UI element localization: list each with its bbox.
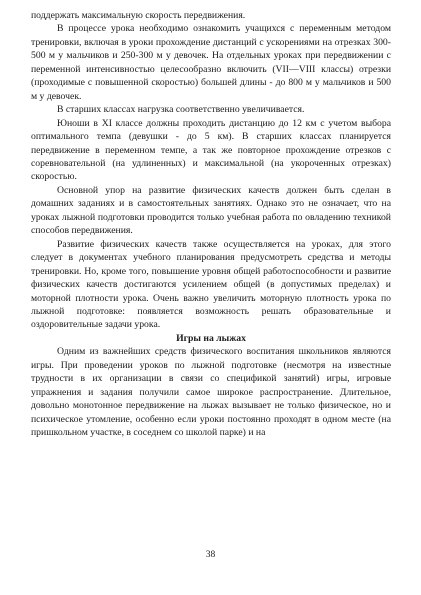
section-heading: Игры на лыжах [176, 332, 246, 344]
paragraph-7: Одним из важнейших средств физического воспитания школьников являются игры. При проведении уроков по лыжной подготовке (несмотря на известные трудности в их организации в связи со спецификой занятий) игры, игровые упражнения и задания получили самое широкое распространение. Длительное, довольно монотонное передвижение на лыжах вызывает не только физическое, но и психическое утомление, особенно если уроки постоянно проходят в одном месте (на пришкольном участке, в соседнем со школой парке) и на [31, 346, 391, 439]
page-number: 38 [205, 550, 216, 560]
document-page [31, 9, 391, 440]
paragraph-2: В процессе урока необходимо ознакомить учащихся с переменным методом тренировки, включая в уроки прохождение дистанций с ускорениями на отрезках 300-500 м у мальчиков и 250-300 м у девочек. На отдельных уроках при передвижении с переменной интенсивностью целесообразно включить (VII—VIII классы) отрезки (проходимые с повышенной скоростью) большей длины - до 800 м у мальчиков и 500 м у девочек. [31, 23, 391, 102]
paragraph-4: Юноши в XI классе должны проходить дистанцию до 12 км с учетом выбора оптимального темпа (девушки - до 5 км). В старших классах планируется передвижение в переменном темпе, а так же повторное прохождение отрезков с соревновательной (на удлиненных) и максимальной (на укороченных отрезках) скоростью. [31, 117, 391, 183]
paragraph-1: поддержать максимальную скорость передвижения. [31, 10, 246, 21]
paragraph-6: Развитие физических качеств также осуществляется на уроках, для этого следует в документах учебного планирования предусмотреть средства и методы тренировки. Но, кроме того, повышение уровня общей работоспособности и развитие физических качеств достигаются усилением общей (в допустимых пределах) и моторной плотности урока. Очень важно увеличить моторную плотность урока по лыжной подготовке: появляется возможность решать образовательные и оздоровительные задачи урока. [31, 238, 391, 331]
paragraph-5: Основной упор на развитие физических качеств должен быть сделан в домашних заданиях и в самостоятельных занятиях. Однако это не означает, что на уроках лыжной подготовки проводится только учебная работа по овладению техникой способов передвижения. [31, 184, 391, 237]
paragraph-3: В старших классах нагрузка соответственно увеличивается. [57, 104, 305, 116]
